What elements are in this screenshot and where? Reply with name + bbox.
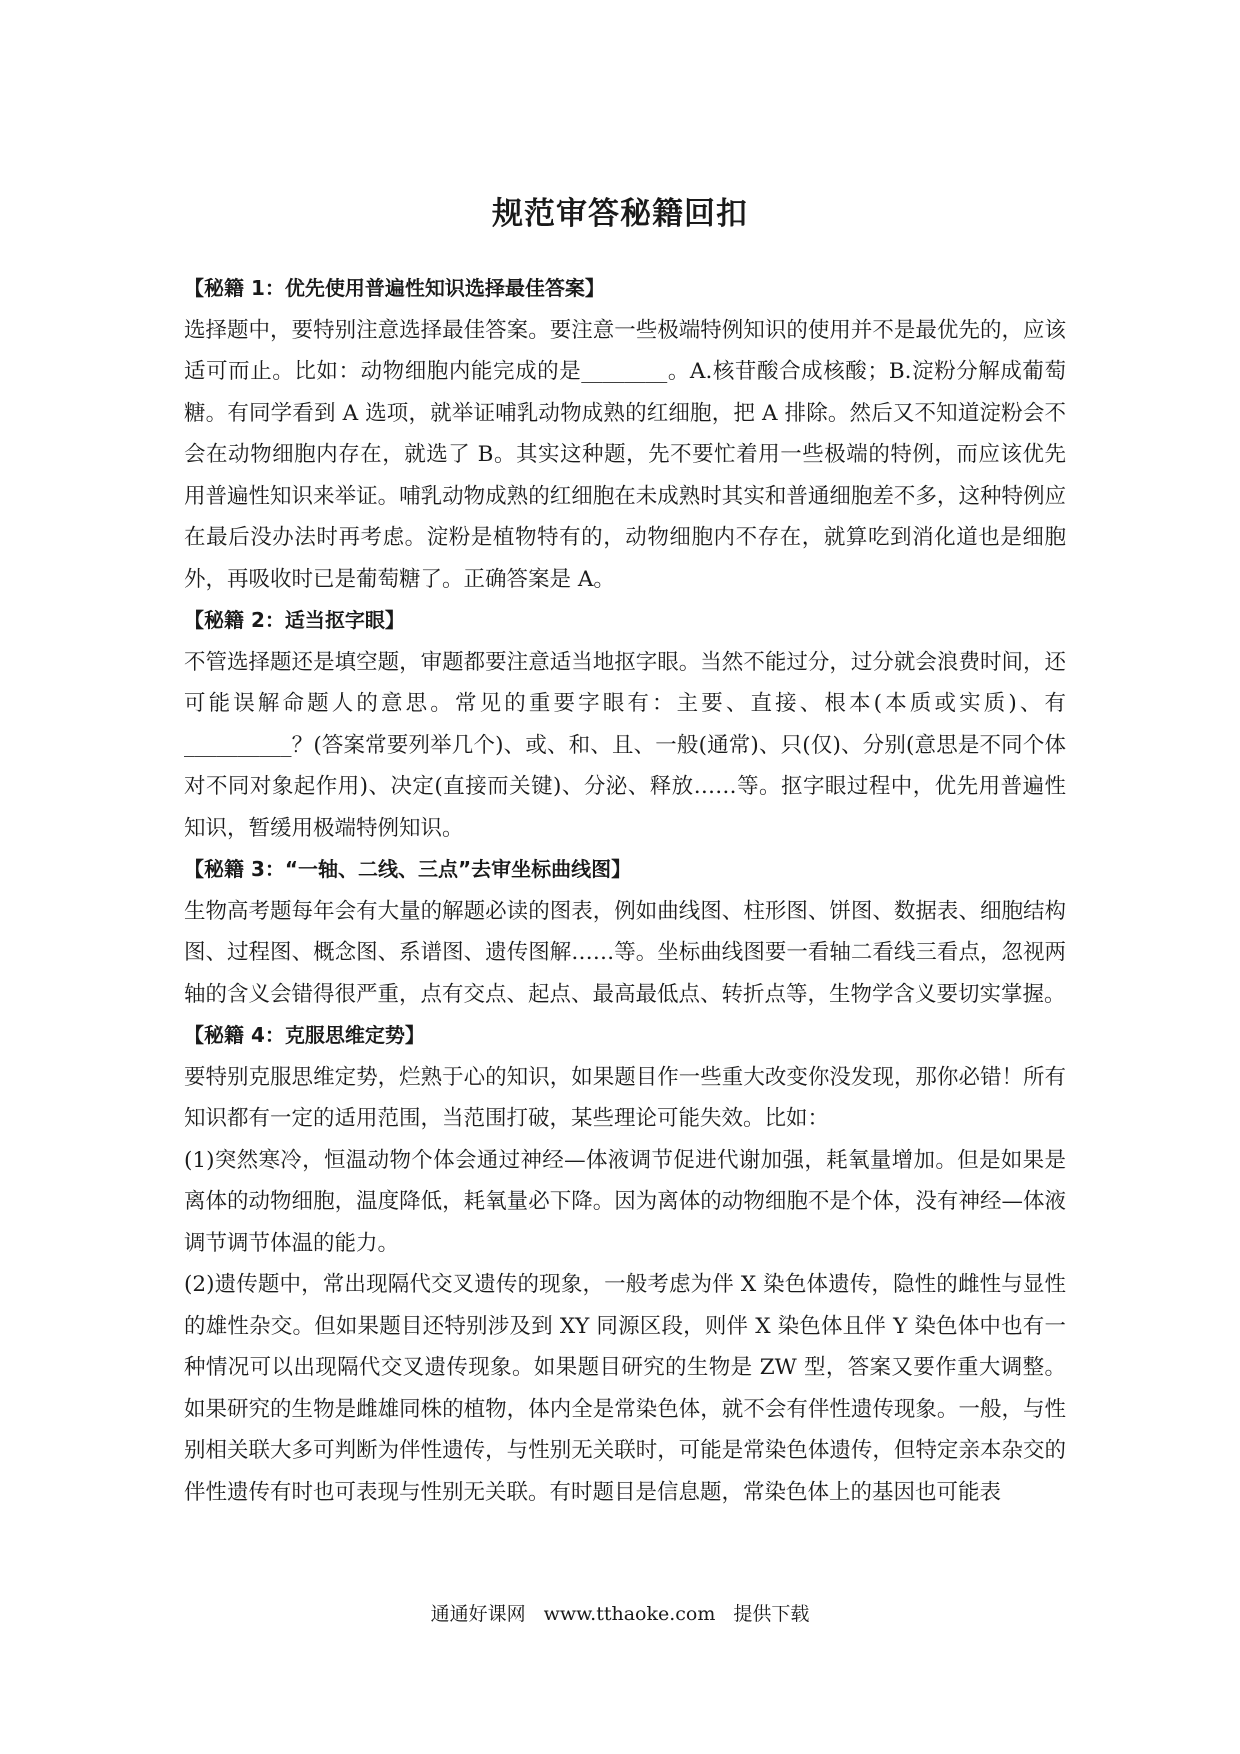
paragraph: (1)突然寒冷，恒温动物个体会通过神经—体液调节促进代谢加强，耗氧量增加。但是如果是离体的动物细胞，温度降低，耗氧量必下降。因为离体的动物细胞不是个体，没有神经—体液调节调节体温的能力。 — [184, 1147, 1066, 1256]
paragraph: (2)遗传题中，常出现隔代交叉遗传的现象，一般考虑为伴 X 染色体遗传，隐性的雌性与显性的雄性杂交。但如果题目还特别涉及到 XY 同源区段，则伴 X 染色体且伴 Y 染色体中也有一种情况可以出现隔代交叉遗传现象。如果题目研究的生物是 ZW 型，答案又要作重大调整。如果研究的生物是雌雄同株的植物，体内全是常染色体，就不会有伴性遗传现象。一般，与性别相关联大多可判断为伴性遗传，与性别无关联时，可能是常染色体遗传，但特定亲本杂交的伴性遗传有时也可表现与性别无关联。有时题目是信息题，常染色体上的基因也可能表 — [184, 1272, 1066, 1505]
footer-site-name: 通通好课网 — [430, 1603, 526, 1625]
section-3 — [184, 849, 1066, 1015]
section-heading: 【秘籍 3：“一轴、二线、三点”去审坐标曲线图】 — [184, 857, 632, 881]
page-footer — [0, 1599, 1240, 1626]
document-body — [184, 268, 1066, 1513]
footer-suffix: 提供下载 — [733, 1603, 810, 1625]
section-4 — [184, 1015, 1066, 1513]
section-heading: 【秘籍 4：克服思维定势】 — [184, 1023, 425, 1047]
section-heading: 【秘籍 1：优先使用普遍性知识选择最佳答案】 — [184, 276, 605, 300]
page-title: 规范审答秘籍回扣 — [492, 196, 748, 232]
paragraph: 不管选择题还是填空题，审题都要注意适当地抠字眼。当然不能过分，过分就会浪费时间，还可能误解命题人的意思。常见的重要字眼有：主要、直接、根本(本质或实质)、有__________？(答案常要列举几个)、或、和、且、一般(通常)、只(仅)、分别(意思是不同个体对不同对象起作用)、决定(直接而关键)、分泌、释放……等。抠字眼过程中，优先用普遍性知识，暂缓用极端特例知识。 — [184, 649, 1066, 841]
section-heading: 【秘籍 2：适当抠字眼】 — [184, 608, 405, 632]
paragraph: 选择题中，要特别注意选择最佳答案。要注意一些极端特例知识的使用并不是最优先的，应该适可而止。比如：动物细胞内能完成的是________。A.核苷酸合成核酸；B.淀粉分解成葡萄糖。有同学看到 A 选项，就举证哺乳动物成熟的红细胞，把 A 排除。然后又不知道淀粉会不会在动物细胞内存在，就选了 B。其实这种题，先不要忙着用一些极端的特例，而应该优先用普遍性知识来举证。哺乳动物成熟的红细胞在未成熟时其实和普通细胞差不多，这种特例应在最后没办法时再考虑。淀粉是植物特有的，动物细胞内不存在，就算吃到消化道也是细胞外，再吸收时已是葡萄糖了。正确答案是 A。 — [184, 317, 1066, 592]
section-1 — [184, 268, 1066, 600]
paragraph: 要特别克服思维定势，烂熟于心的知识，如果题目作一些重大改变你没发现，那你必错！所有知识都有一定的适用范围，当范围打破，某些理论可能失效。比如： — [184, 1064, 1066, 1131]
paragraph: 生物高考题每年会有大量的解题必读的图表，例如曲线图、柱形图、饼图、数据表、细胞结构图、过程图、概念图、系谱图、遗传图解……等。坐标曲线图要一看轴二看线三看点，忽视两轴的含义会错得很严重，点有交点、起点、最高最低点、转折点等，生物学含义要切实掌握。 — [184, 898, 1066, 1007]
footer-url: www.tthaoke.com — [543, 1603, 716, 1625]
section-2 — [184, 600, 1066, 849]
